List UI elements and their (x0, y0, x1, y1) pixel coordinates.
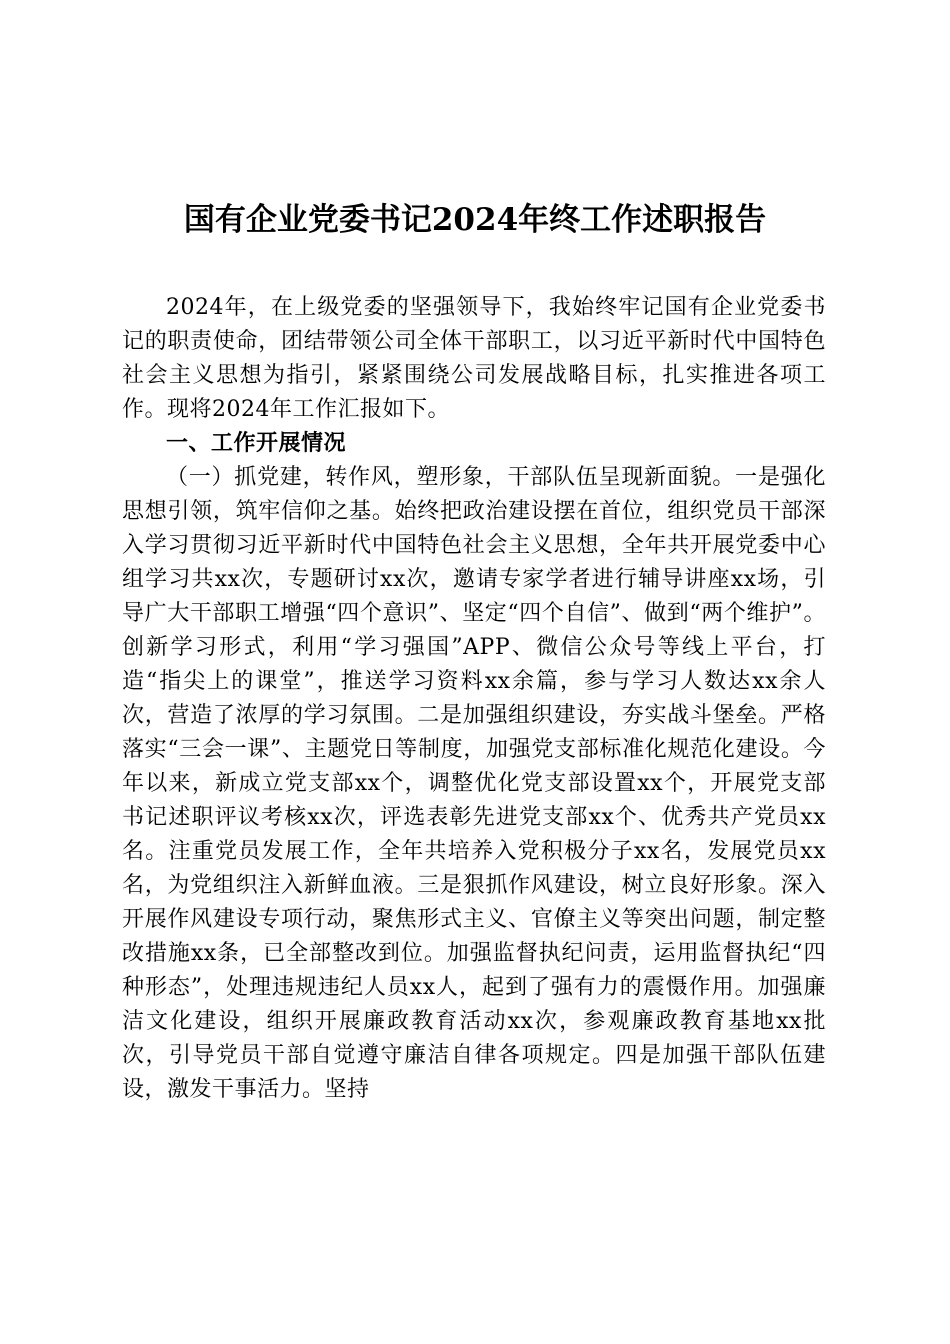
document-body (122, 291, 826, 1107)
intro-paragraph: 2024年，在上级党委的坚强领导下，我始终牢记国有企业党委书记的职责使命，团结带领公司全体干部职工，以习近平新时代中国特色社会主义思想为指引，紧紧围绕公司发展战略目标，扎实推进各项工作。现将2024年工作汇报如下。 (122, 295, 826, 422)
document-title: 国有企业党委书记2024年终工作述职报告 (183, 202, 767, 238)
section-paragraph: （一）抓党建，转作风，塑形象，干部队伍呈现新面貌。一是强化思想引领，筑牢信仰之基。始终把政治建设摆在首位，组织党员干部深入学习贯彻习近平新时代中国特色社会主义思想，全年共开展党委中心组学习共xx次，专题研讨xx次，邀请专家学者进行辅导讲座xx场，引导广大干部职工增强“四个意识”、坚定“四个自信”、做到“两个维护”。创新学习形式，利用“学习强国”APP、微信公众号等线上平台，打造“指尖上的课堂”，推送学习资料xx余篇，参与学习人数达xx余人次，营造了浓厚的学习氛围。二是加强组织建设，夯实战斗堡垒。严格落实“三会一课”、主题党日等制度，加强党支部标准化规范化建设。今年以来，新成立党支部xx个，调整优化党支部设置xx个，开展党支部书记述职评议考核xx次，评选表彰先进党支部xx个、优秀共产党员xx名。注重党员发展工作，全年共培养入党积极分子xx名，发展党员xx名，为党组织注入新鲜血液。三是狠抓作风建设，树立良好形象。深入开展作风建设专项行动，聚焦形式主义、官僚主义等突出问题，制定整改措施xx条，已全部整改到位。加强监督执纪问责，运用监督执纪“四种形态”，处理违规违纪人员xx人，起到了强有力的震慑作用。加强廉洁文化建设，组织开展廉政教育活动xx次，参观廉政教育基地xx批次，引导党员干部自觉遵守廉洁自律各项规定。四是加强干部队伍建设，激发干事活力。坚持 (122, 465, 826, 1102)
section-heading: 一、工作开展情况 (166, 431, 347, 456)
